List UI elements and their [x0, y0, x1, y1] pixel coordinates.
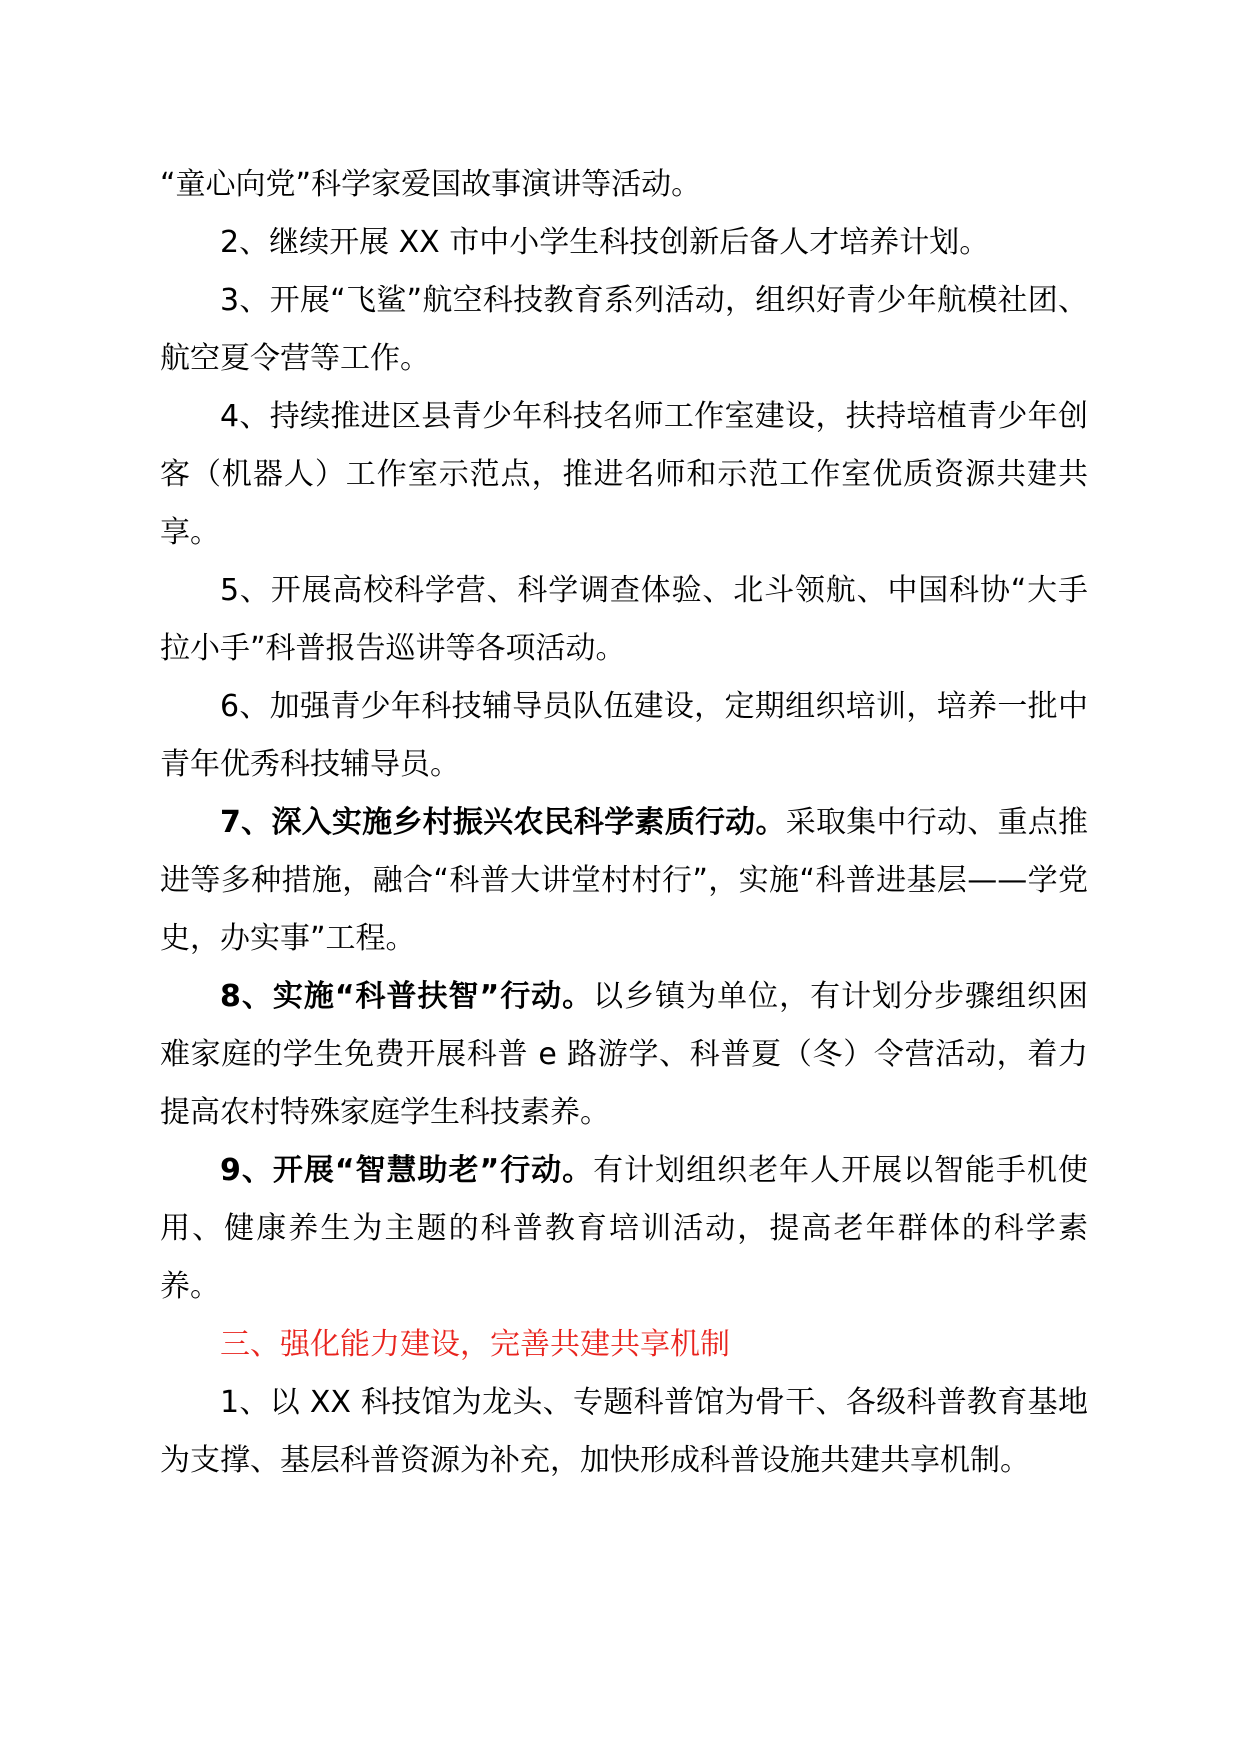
- paragraph-text: 3、开展“飞鲨”航空科技教育系列活动，组织好青少年航模社团、航空夏令营等工作。: [160, 283, 1088, 376]
- paragraph-continuation: [160, 156, 1088, 214]
- paragraph-text: 4、持续推进区县青少年科技名师工作室建设，扶持培植青少年创客（机器人）工作室示范点，推进名师和示范工作室优质资源共建共享。: [160, 399, 1088, 550]
- paragraph-final: [160, 1374, 1088, 1490]
- paragraph-item-5: [160, 562, 1088, 678]
- paragraph-item-9: [160, 1142, 1088, 1316]
- paragraph-text: 采取集中行动、重点推进等多种措施，融合“科普大讲堂村村行”，实施“科普进基层——学党史，办实事”工程。: [160, 805, 1089, 956]
- document-body: [160, 156, 1088, 1490]
- paragraph-text: 5、开展高校科学营、科学调查体验、北斗领航、中国科协“大手拉小手”科普报告巡讲等各项活动。: [160, 573, 1088, 666]
- section-heading: [160, 1316, 1088, 1374]
- paragraph-bold-lead: 8、实施“科普扶智”行动。: [220, 979, 594, 1014]
- paragraph-item-4: [160, 388, 1088, 562]
- paragraph-text: 6、加强青少年科技辅导员队伍建设，定期组织培训，培养一批中青年优秀科技辅导员。: [160, 689, 1088, 782]
- paragraph-text: 有计划组织老年人开展以智能手机使用、健康养生为主题的科普教育培训活动，提高老年群体的科学素养。: [160, 1153, 1089, 1304]
- paragraph-item-3: [160, 272, 1088, 388]
- paragraph-text: 以乡镇为单位，有计划分步骤组织困难家庭的学生免费开展科普 e 路游学、科普夏（冬）令营活动，着力提高农村特殊家庭学生科技素养。: [160, 979, 1089, 1130]
- paragraph-item-6: [160, 678, 1088, 794]
- paragraph-text: 2、继续开展 XX 市中小学生科技创新后备人才培养计划。: [220, 225, 990, 260]
- paragraph-text: “童心向党”科学家爱国故事演讲等活动。: [160, 167, 702, 202]
- paragraph-bold-lead: 9、开展“智慧助老”行动。: [220, 1153, 594, 1188]
- paragraph-item-2: [160, 214, 1088, 272]
- paragraph-bold-lead: 7、深入实施乡村振兴农民科学素质行动。: [220, 805, 786, 840]
- paragraph-text: 1、以 XX 科技馆为龙头、专题科普馆为骨干、各级科普教育基地为支撑、基层科普资源为补充，加快形成科普设施共建共享机制。: [160, 1385, 1088, 1478]
- section-heading-text: 三、强化能力建设，完善共建共享机制: [220, 1327, 730, 1362]
- paragraph-item-7: [160, 794, 1088, 968]
- paragraph-item-8: [160, 968, 1088, 1142]
